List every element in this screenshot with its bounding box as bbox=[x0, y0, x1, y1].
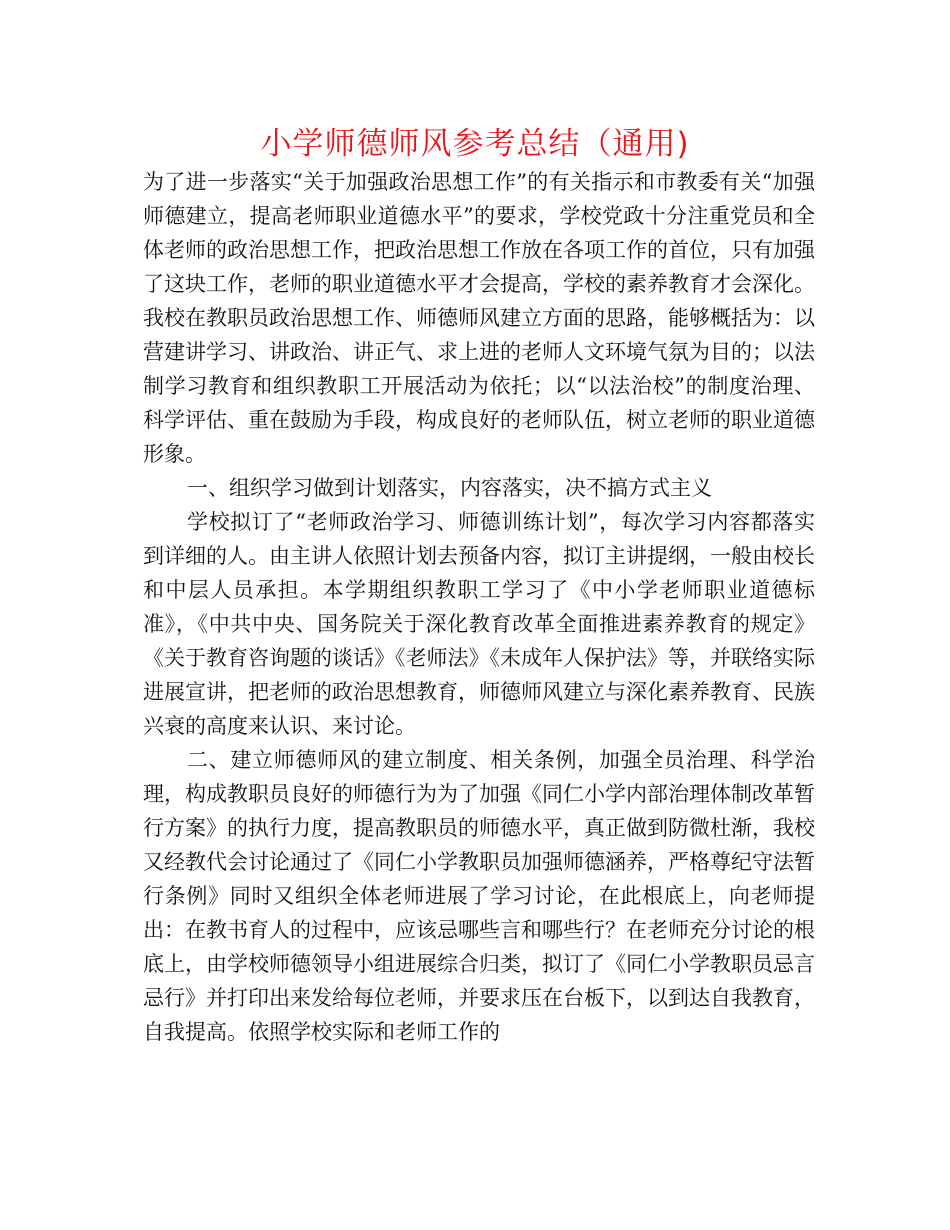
paragraph-section-1: 学校拟订了“老师政治学习、师德训练计划”，每次学习内容都落实到详细的人。由主讲人依照计划去预备内容，拟订主讲提纲，一般由校长和中层人员承担。本学期组织教职工学习了《中小学老师职业道德标准》，《中共中央、国务院关于深化教育改革全面推进素养教育的规定》《关于教育咨询题的谈话》《老师法》《未成年人保护法》等，并联络实际进展宣讲，把老师的政治思想教育，师德师风建立与深化素养教育、民族兴衰的高度来认识、来讨论。 bbox=[143, 510, 815, 738]
section-heading-1: 一、组织学习做到计划落实，内容落实，决不搞方式主义 bbox=[187, 476, 712, 500]
paragraph-intro: 为了进一步落实“关于加强政治思想工作”的有关指示和市教委有关“加强师德建立，提高老师职业道德水平”的要求，学校党政十分注重党员和全体老师的政治思想工作，把政治思想工作放在各项工作的首位，只有加强了这块工作，老师的职业道德水平才会提高，学校的素养教育才会深化。我校在教职员政治思想工作、师德师风建立方面的思路，能够概括为：以营建讲学习、讲政治、讲正气、求上进的老师人文环境气氛为目的；以法制学习教育和组织教职工开展活动为依托；以“以法治校”的制度治理、科学评估、重在鼓励为手段，构成良好的老师队伍，树立老师的职业道德形象。 bbox=[143, 170, 815, 466]
paragraph-section-2: 二、建立师德师风的建立制度、相关条例，加强全员治理、科学治理，构成教职员良好的师德行为为了加强《同仁小学内部治理体制改革暂行方案》的执行力度，提高教职员的师德水平，真正做到防微杜渐，我校又经教代会讨论通过了《同仁小学教职员加强师德涵养，严格尊纪守法暂行条例》同时又组织全体老师进展了学习讨论，在此根底上，向老师提出：在教书育人的过程中，应该忌哪些言和哪些行？在老师充分讨论的根底上，由学校师德领导小组进展综合归类，拟订了《同仁小学教职员忌言忌行》并打印出来发给每位老师，并要求压在台板下，以到达自我教育，自我提高。依照学校实际和老师工作的 bbox=[143, 748, 815, 1044]
document-title: 小学师德师风参考总结（通用) bbox=[260, 126, 690, 162]
document-body bbox=[143, 165, 815, 1049]
